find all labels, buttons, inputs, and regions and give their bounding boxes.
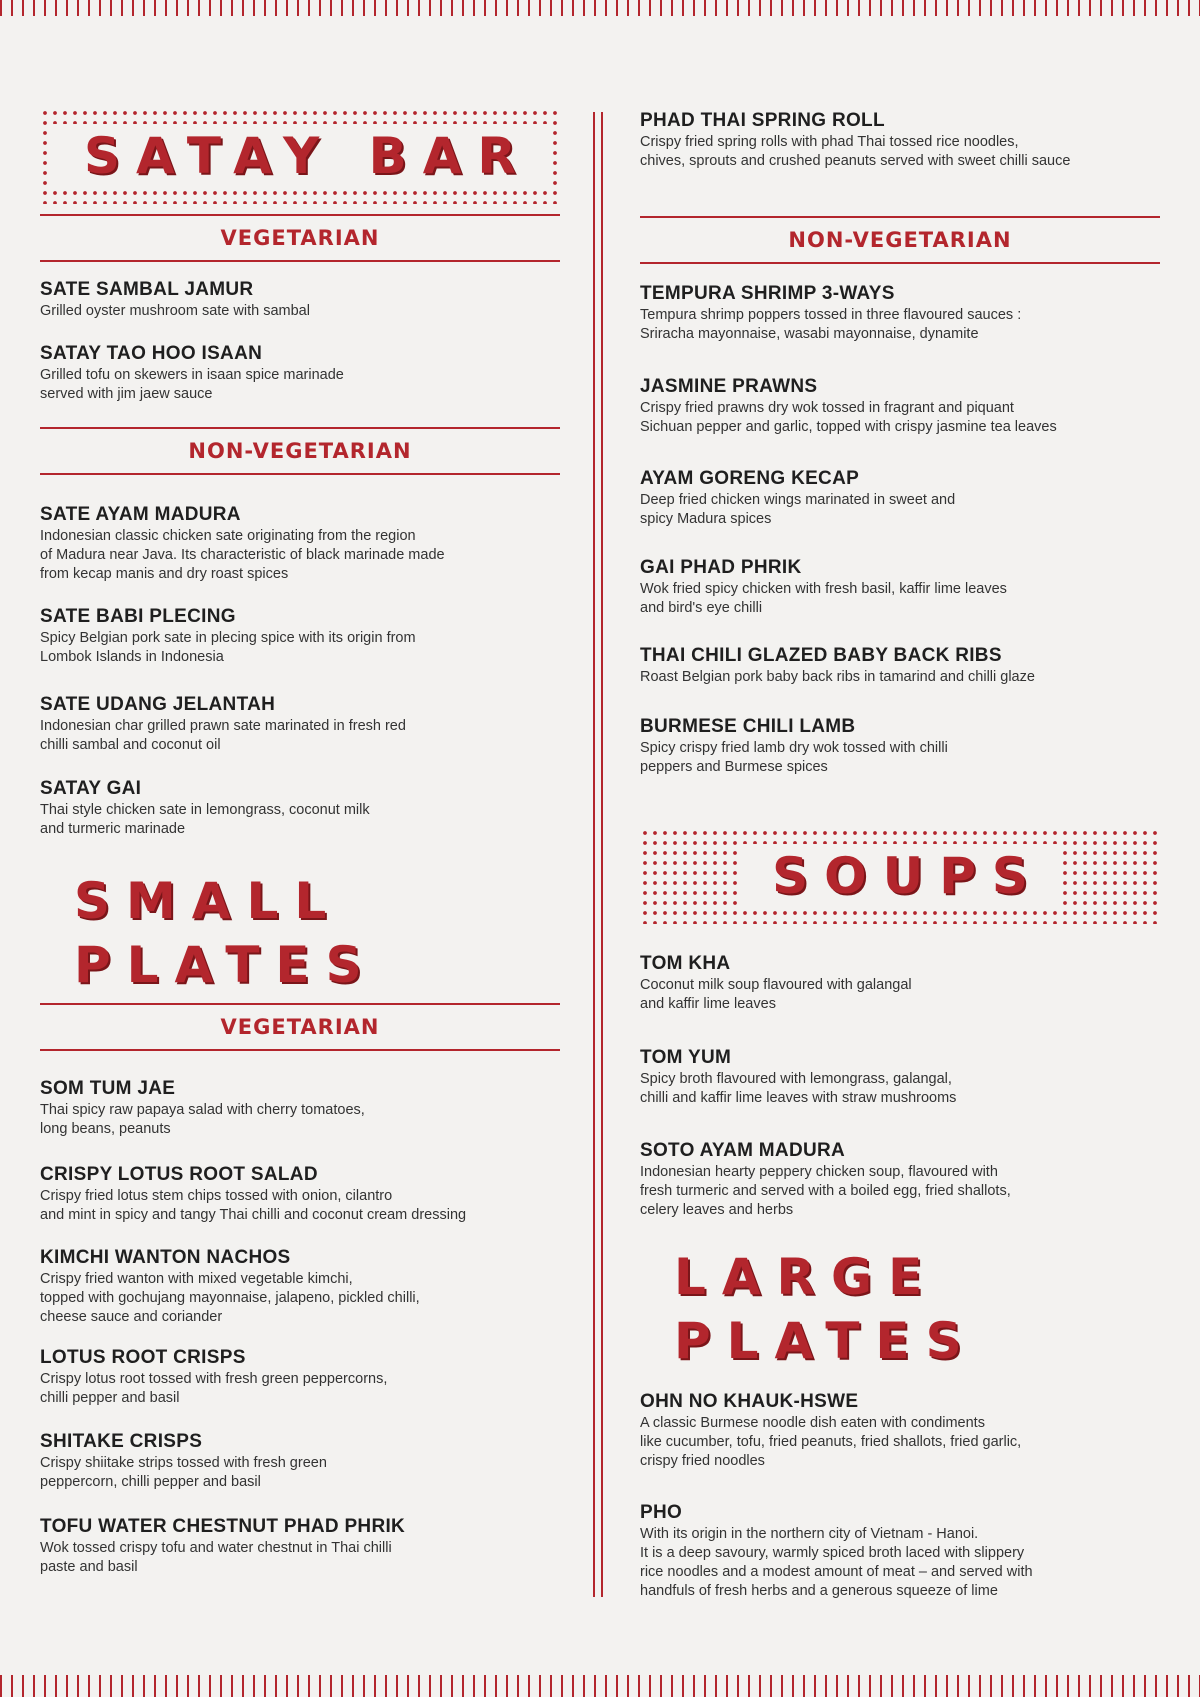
item-name: BURMESE CHILI LAMB	[640, 716, 856, 737]
small-plates-banner	[40, 872, 560, 994]
menu-item	[40, 778, 560, 839]
menu-item	[40, 1516, 560, 1577]
large-plates-banner	[640, 1248, 1160, 1370]
large-plates-title: LARGE PLATES	[640, 1245, 1160, 1373]
satay-veg-heading: VEGETARIAN	[40, 214, 560, 262]
small-plates-nonveg-heading: NON-VEGETARIAN	[640, 216, 1160, 264]
item-name: TEMPURA SHRIMP 3-WAYS	[640, 283, 895, 304]
item-desc: Grilled tofu on skewers in isaan spice marinade served with jim jaew sauce	[40, 367, 344, 402]
item-name: PHO	[640, 1502, 683, 1523]
menu-item	[40, 1247, 560, 1327]
menu-item	[640, 283, 1160, 344]
item-name: TOFU WATER CHESTNUT PHAD PHRIK	[40, 1516, 406, 1537]
item-desc: Indonesian hearty peppery chicken soup, flavoured with fresh turmeric and served with a boiled egg, fried shallots, celery leaves and herbs	[640, 1164, 1011, 1218]
item-name: LOTUS ROOT CRISPS	[40, 1347, 246, 1368]
item-desc: Wok tossed crispy tofu and water chestnut in Thai chilli paste and basil	[40, 1540, 392, 1575]
soups-banner	[640, 828, 1160, 924]
item-desc: Spicy crispy fried lamb dry wok tossed with chilli peppers and Burmese spices	[640, 740, 948, 775]
item-desc: Crispy shiitake strips tossed with fresh green peppercorn, chilli pepper and basil	[40, 1455, 327, 1490]
small-plates-title: SMALL PLATES	[40, 869, 560, 997]
menu-item	[40, 343, 560, 404]
item-desc: Crispy fried prawns dry wok tossed in fragrant and piquant Sichuan pepper and garlic, topped with crispy jasmine tea leaves	[640, 400, 1057, 435]
menu-item	[40, 504, 560, 584]
menu-item	[40, 1078, 560, 1139]
item-name: TOM YUM	[640, 1047, 732, 1068]
item-name: PHAD THAI SPRING ROLL	[640, 110, 885, 131]
item-name: AYAM GORENG KECAP	[640, 468, 860, 489]
menu-item	[640, 110, 1160, 171]
menu-item	[40, 1164, 560, 1225]
bottom-border-ticks	[0, 1675, 1200, 1697]
item-desc: Grilled oyster mushroom sate with sambal	[40, 303, 310, 319]
item-name: SHITAKE CRISPS	[40, 1431, 203, 1452]
item-desc: Indonesian classic chicken sate originating from the region of Madura near Java. Its characteristic of black marinade made from kecap manis and dry roast spices	[40, 528, 445, 582]
item-desc: Coconut milk soup flavoured with galangal and kaffir lime leaves	[640, 977, 912, 1012]
menu-item	[40, 1347, 560, 1408]
top-border-ticks	[0, 0, 1200, 16]
item-desc: Spicy Belgian pork sate in plecing spice with its origin from Lombok Islands in Indonesia	[40, 630, 416, 665]
item-name: SATE BABI PLECING	[40, 606, 236, 627]
item-desc: Indonesian char grilled prawn sate marinated in fresh red chilli sambal and coconut oil	[40, 718, 406, 753]
item-name: GAI PHAD PHRIK	[640, 557, 802, 578]
item-name: TOM KHA	[640, 953, 731, 974]
menu-item	[40, 694, 560, 755]
item-desc: A classic Burmese noodle dish eaten with condiments like cucumber, tofu, fried peanuts, fried shallots, fried garlic, crispy fried noodles	[640, 1415, 1022, 1469]
item-desc: Thai spicy raw papaya salad with cherry tomatoes, long beans, peanuts	[40, 1102, 365, 1137]
item-desc: Tempura shrimp poppers tossed in three flavoured sauces : Sriracha mayonnaise, wasabi mayonnaise, dynamite	[640, 307, 1022, 342]
item-desc: Roast Belgian pork baby back ribs in tamarind and chilli glaze	[640, 669, 1035, 685]
item-desc: Crispy fried wanton with mixed vegetable kimchi, topped with gochujang mayonnaise, jalapeno, pickled chilli, cheese sauce and coriander	[40, 1271, 420, 1325]
item-desc: Crispy fried lotus stem chips tossed with onion, cilantro and mint in spicy and tangy Thai chilli and coconut cream dressing	[40, 1188, 467, 1223]
item-desc: Crispy fried spring rolls with phad Thai tossed rice noodles, chives, sprouts and crushed peanuts served with sweet chilli sauce	[640, 134, 1071, 169]
item-name: SATAY GAI	[40, 778, 142, 799]
item-desc: With its origin in the northern city of Vietnam - Hanoi. It is a deep savoury, warmly spiced broth laced with slippery rice noodles and a modest amount of meat – and served with handfuls of fresh herbs and a generous squeeze of lime	[640, 1526, 1033, 1599]
menu-item	[640, 645, 1160, 687]
item-name: CRISPY LOTUS ROOT SALAD	[40, 1164, 318, 1185]
item-name: THAI CHILI GLAZED BABY BACK RIBS	[640, 645, 1002, 666]
item-desc: Wok fried spicy chicken with fresh basil, kaffir lime leaves and bird's eye chilli	[640, 581, 1007, 616]
satay-bar-title: SATAY BAR	[50, 124, 550, 188]
satay-nonveg-heading: NON-VEGETARIAN	[40, 427, 560, 475]
item-name: SOM TUM JAE	[40, 1078, 176, 1099]
menu-item	[640, 1391, 1160, 1471]
menu-item	[640, 376, 1160, 437]
item-name: SATAY TAO HOO ISAAN	[40, 343, 263, 364]
item-name: SATE UDANG JELANTAH	[40, 694, 276, 715]
menu-item	[640, 716, 1160, 777]
menu-item	[40, 279, 560, 321]
small-plates-veg-heading: VEGETARIAN	[40, 1003, 560, 1051]
item-desc: Thai style chicken sate in lemongrass, coconut milk and turmeric marinade	[40, 802, 370, 837]
item-desc: Deep fried chicken wings marinated in sweet and spicy Madura spices	[640, 492, 956, 527]
item-name: SOTO AYAM MADURA	[640, 1140, 846, 1161]
menu-item	[40, 1431, 560, 1492]
menu-item	[640, 468, 1160, 529]
item-name: SATE SAMBAL JAMUR	[40, 279, 254, 300]
item-name: SATE AYAM MADURA	[40, 504, 241, 525]
soups-title: SOUPS	[738, 844, 1062, 908]
column-divider	[593, 112, 603, 1597]
item-name: JASMINE PRAWNS	[640, 376, 818, 397]
menu-item	[640, 1047, 1160, 1108]
menu-item	[640, 557, 1160, 618]
item-name: KIMCHI WANTON NACHOS	[40, 1247, 291, 1268]
satay-bar-banner	[40, 108, 560, 204]
item-desc: Crispy lotus root tossed with fresh green peppercorns, chilli pepper and basil	[40, 1371, 388, 1406]
item-desc: Spicy broth flavoured with lemongrass, galangal, chilli and kaffir lime leaves with straw mushrooms	[640, 1071, 957, 1106]
item-name: OHN NO KHAUK-HSWE	[640, 1391, 859, 1412]
menu-item	[640, 1502, 1160, 1601]
menu-item	[40, 606, 560, 667]
menu-item	[640, 1140, 1160, 1220]
menu-item	[640, 953, 1160, 1014]
